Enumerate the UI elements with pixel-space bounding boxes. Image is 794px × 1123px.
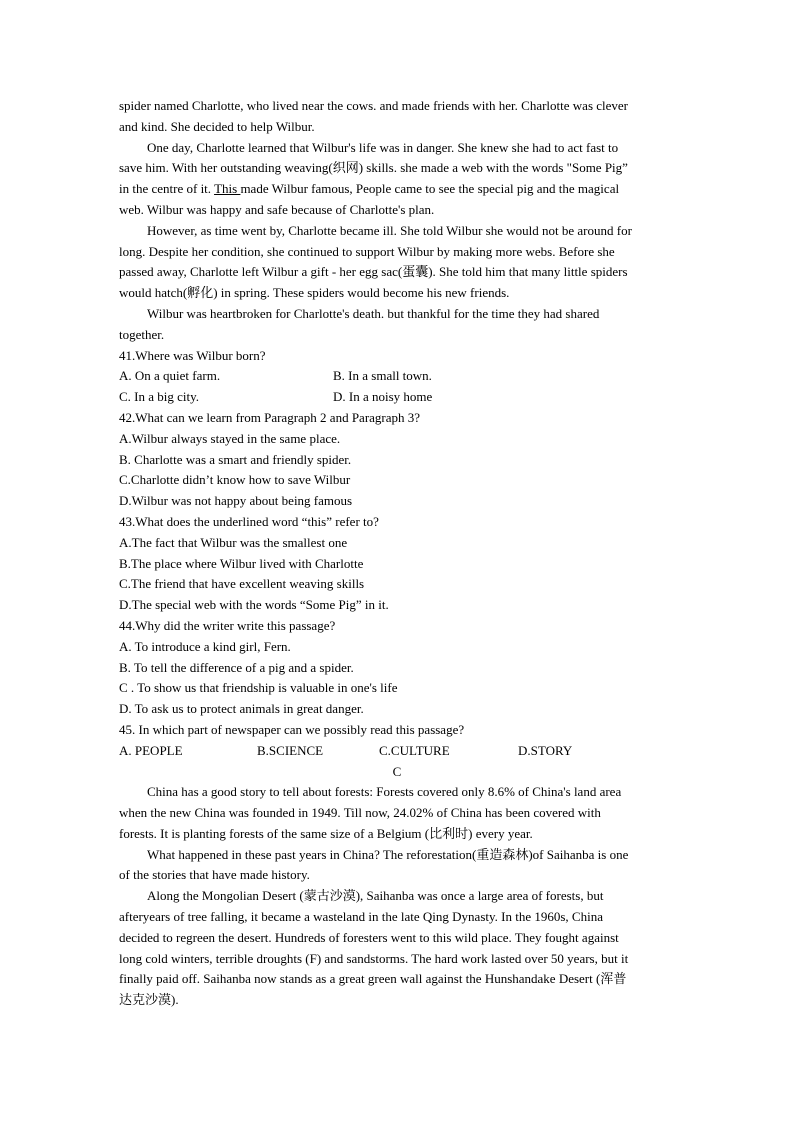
option-b: B.The place where Wilbur lived with Charlotte xyxy=(119,555,364,571)
passage-line: China has a good story to tell about forests: Forests covered only 8.6% of China's land area xyxy=(147,784,622,800)
passage-line: of the stories that have made history. xyxy=(119,867,310,883)
option-a: A. On a quiet farm. xyxy=(119,368,221,384)
passage-line: would hatch(孵化) in spring. These spiders would become his new friends. xyxy=(119,285,510,301)
option-b: B. Charlotte was a smart and friendly spider. xyxy=(119,451,352,467)
passage-line: Wilbur was heartbroken for Charlotte's death. but thankful for the time they had shared xyxy=(147,305,600,321)
passage-line: Along the Mongolian Desert (蒙古沙漠), Saihanba was once a large area of forests, but xyxy=(147,888,604,904)
option-c: C. In a big city. xyxy=(119,389,200,405)
passage-line: and kind. She decided to help Wilbur. xyxy=(119,118,315,134)
option-a: A. To introduce a kind girl, Fern. xyxy=(119,638,291,654)
option-b: B. In a small town. xyxy=(333,368,432,384)
passage-line: afteryears of tree falling, it became a wasteland in the late Qing Dynasty. In the 1960s, China xyxy=(119,909,603,925)
section-heading: C xyxy=(392,763,402,779)
question-42 xyxy=(119,408,675,512)
option-b: B.SCIENCE xyxy=(257,742,324,758)
passage-line xyxy=(119,179,675,200)
passage-line: forests. It is planting forests of the same size of a Belgium (比利时) every year. xyxy=(119,825,533,841)
question-stem: 43.What does the underlined word “this” refer to? xyxy=(119,513,379,529)
section-c xyxy=(119,762,675,1012)
passage-b xyxy=(119,96,675,346)
option-a: A.The fact that Wilbur was the smallest one xyxy=(119,534,348,550)
passage-line: spider named Charlotte, who lived near the cows. and made friends with her. Charlotte was clever xyxy=(119,98,629,113)
exam-page xyxy=(119,96,675,1011)
passage-line: passed away, Charlotte left Wilbur a gift - her egg sac(蛋囊). She told him that many little spiders xyxy=(119,264,628,280)
underlined-word-this: This xyxy=(214,181,241,197)
option-d: D. In a noisy home xyxy=(333,389,433,405)
passage-line: decided to regreen the desert. Hundreds of foresters went to this wild place. They fought against xyxy=(119,929,619,945)
option-c: C . To show us that friendship is valuable in one's life xyxy=(119,680,398,696)
passage-line: save him. With her outstanding weaving(织网) skills. she made a web with the words "Some Pig” xyxy=(119,160,628,176)
question-stem: 45. In which part of newspaper can we possibly read this passage? xyxy=(119,721,465,737)
option-d: D.The special web with the words “Some Pig” in it. xyxy=(119,597,389,613)
passage-line: long cold winters, terrible droughts (F) and sandstorms. The hard work lasted over 50 years, but it xyxy=(119,950,629,966)
question-45 xyxy=(119,720,675,762)
option-row xyxy=(119,366,675,387)
passage-line: long. Despite her condition, she continued to support Wilbur by making more webs. Before she xyxy=(119,243,615,259)
question-stem: 42.What can we learn from Paragraph 2 and Paragraph 3? xyxy=(119,409,421,425)
question-stem: 41.Where was Wilbur born? xyxy=(119,347,266,363)
passage-line: together. xyxy=(119,326,165,342)
passage-line: 达克沙漠). xyxy=(119,992,179,1008)
passage-line: However, as time went by, Charlotte became ill. She told Wilbur she would not be around for xyxy=(147,222,632,238)
passage-line: What happened in these past years in China? The reforestation(重造森林)of Saihanba is one xyxy=(147,846,629,862)
passage-text: made Wilbur famous, People came to see the special pig and the magical xyxy=(240,181,620,197)
option-c: C.Charlotte didn’t know how to save Wilbur xyxy=(119,472,351,488)
passage-line: One day, Charlotte learned that Wilbur's life was in danger. She knew she had to act fast to xyxy=(147,139,619,155)
passage-text: in the centre of it. xyxy=(119,181,215,197)
option-c: C.CULTURE xyxy=(379,742,450,758)
option-a: A.Wilbur always stayed in the same place. xyxy=(119,430,341,446)
passage-line: when the new China was founded in 1949. Till now, 24.02% of China has been covered with xyxy=(119,805,601,821)
question-stem: 44.Why did the writer write this passage? xyxy=(119,617,336,633)
option-d: D.STORY xyxy=(518,742,573,758)
option-row xyxy=(119,741,675,762)
option-a: A. PEOPLE xyxy=(119,742,183,758)
option-c: C.The friend that have excellent weaving skills xyxy=(119,576,365,592)
question-44 xyxy=(119,616,675,720)
question-43 xyxy=(119,512,675,616)
option-row xyxy=(119,387,675,408)
option-b: B. To tell the difference of a pig and a spider. xyxy=(119,659,354,675)
question-41 xyxy=(119,346,675,408)
option-d: D. To ask us to protect animals in great danger. xyxy=(119,701,364,717)
passage-line: web. Wilbur was happy and safe because of Charlotte's plan. xyxy=(119,201,435,217)
option-d: D.Wilbur was not happy about being famous xyxy=(119,493,353,509)
passage-line: finally paid off. Saihanba now stands as a great green wall against the Hunshandake Desert (浑普 xyxy=(119,971,627,987)
